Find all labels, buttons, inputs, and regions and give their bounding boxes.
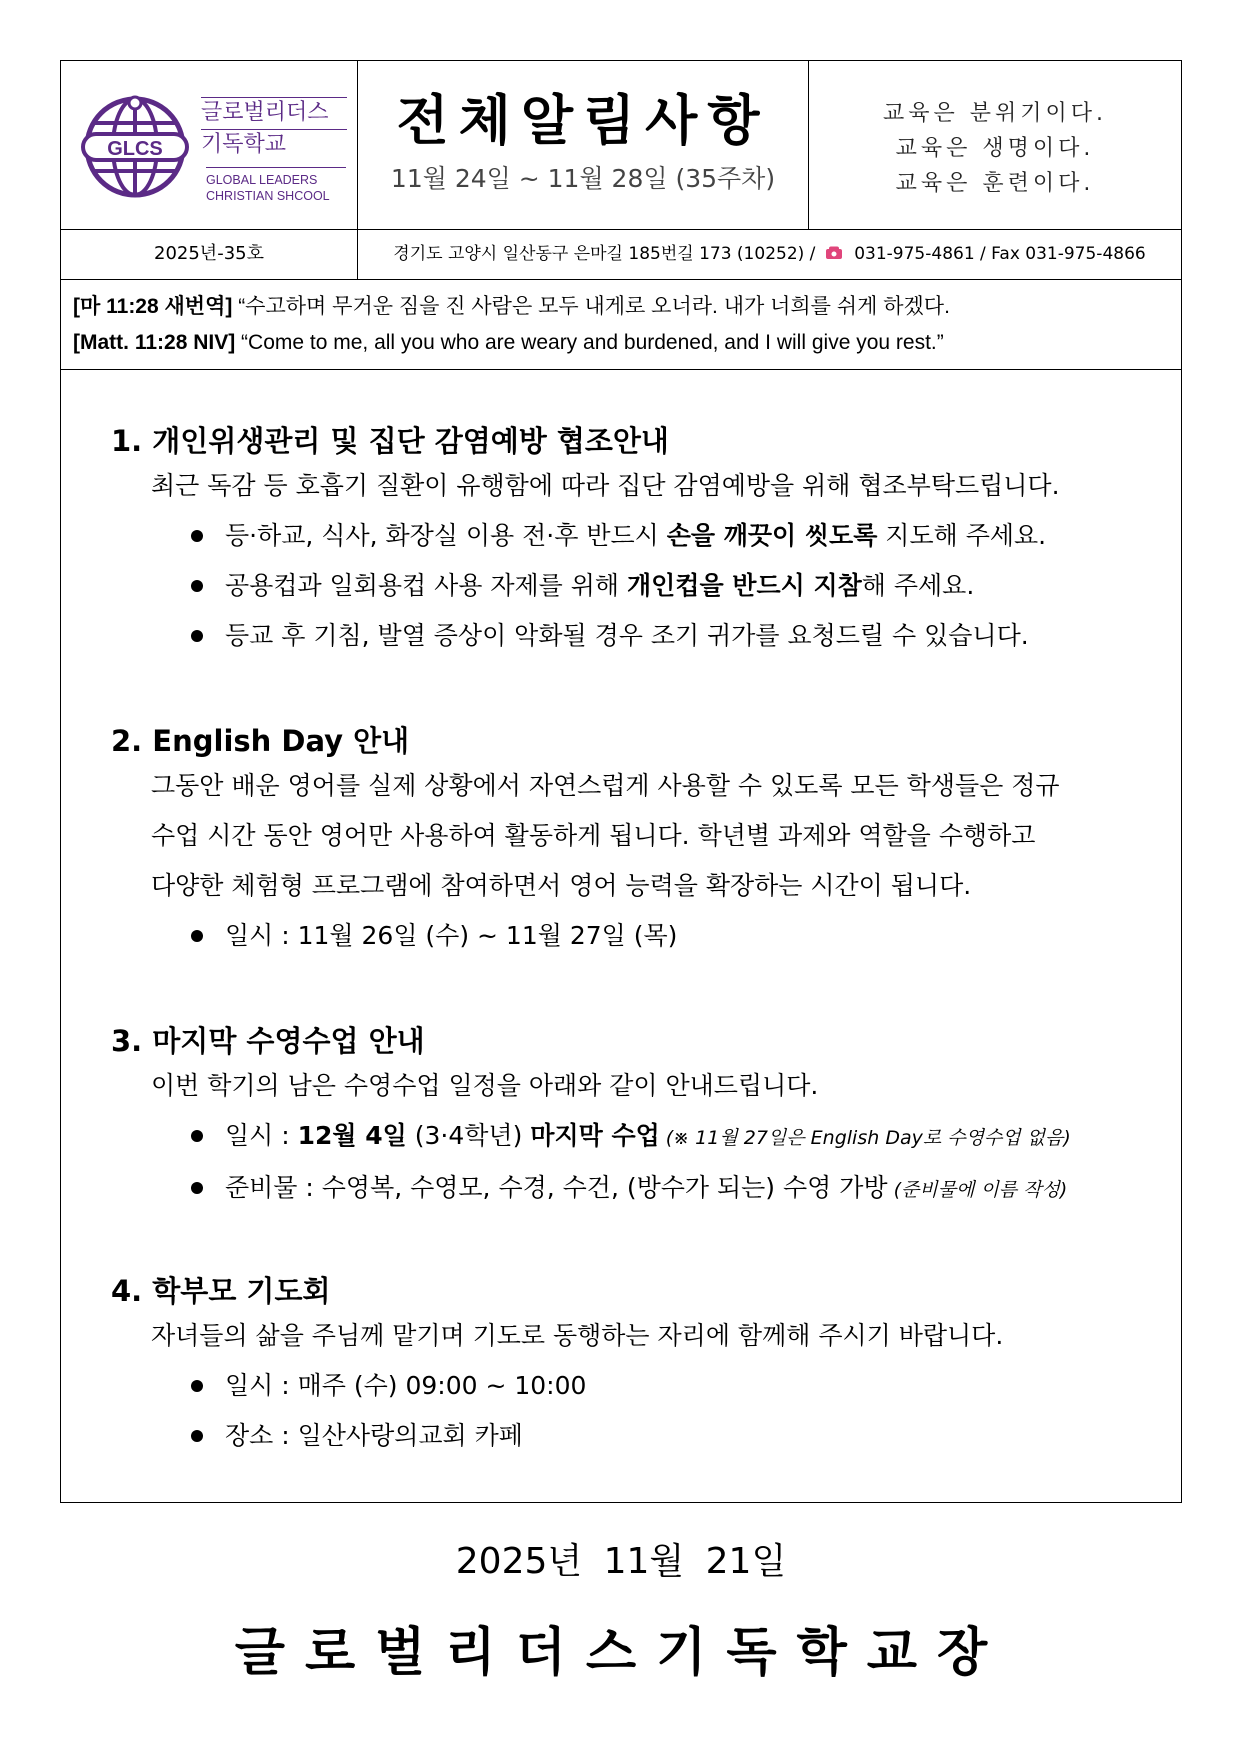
week-range: 11월 24일 ~ 11월 28일 (35주차) [390,164,776,193]
verse-reference: [마 11:28 새번역] [73,295,233,318]
globe-logo-icon [79,89,191,201]
bullet-list [111,911,1161,961]
title-cell [358,61,808,229]
bullet-dot-icon [191,1380,203,1392]
motto-line: 교육은 분위기이다. [882,101,1107,126]
section-body: 자녀들의 삶을 주님께 맡기며 기도로 동행하는 자리에 함께해 주시기 바랍니다. [151,1321,1004,1350]
bullet-note: (준비물에 이름 작성) [887,1179,1068,1201]
school-logo [61,61,357,229]
motto-line: 교육은 생명이다. [895,136,1095,161]
bullet-dot-icon [191,530,203,542]
bullet-dot-icon [191,630,203,642]
motto [809,96,1181,201]
logo-english-line1: GLOBAL LEADERS [206,173,318,187]
motto-cell [809,61,1181,229]
section-swimming [111,1021,1161,1215]
address-text: 경기도 고양시 일산동구 은마길 185번길 173 (10252) / [393,244,816,264]
bullet-text: 공용컵과 일회용컵 사용 자제를 위해 [225,571,627,600]
bullet-text: 지도해 주세요. [877,521,1047,550]
bullet-list [111,511,1161,661]
bullet-text: 일시 : [225,1121,298,1150]
bullet-item [111,511,1161,561]
logo-korean-name [201,97,347,160]
principal-signature: 글로벌리더스기독학교장 [234,1623,1008,1683]
bullet-list [111,1361,1161,1461]
bullet-item [111,1111,1161,1163]
bullet-text: 등·하교, 식사, 화장실 이용 전·후 반드시 [225,521,667,550]
bullet-emphasis: 마지막 수업 [530,1121,660,1150]
bullet-text: (3·4학년) [406,1121,531,1150]
bullet-text: 해 주세요. [861,571,975,600]
section-body-line: 다양한 체험형 프로그램에 참여하면서 영어 능력을 확장하는 시간이 됩니다. [151,871,972,900]
verse-english [73,325,1169,361]
bullet-emphasis: 개인컵을 반드시 지참 [627,571,862,600]
bullet-text: 일시 : 11월 26일 (수) ~ 11월 27일 (목) [225,921,678,950]
bullet-text: 등교 후 기침, 발열 증상이 악화될 경우 조기 귀가를 요청드릴 수 있습니다. [225,621,1029,650]
bullet-item [111,1411,1161,1461]
bullet-item [111,911,1161,961]
verse-reference: [Matt. 11:28 NIV] [73,331,236,354]
logo-acronym: GLCS [107,138,163,160]
bullet-item [111,611,1161,661]
bullet-note: (※ 11월 27일은 English Day로 수영수업 없음) [659,1127,1071,1149]
bullet-dot-icon [191,1130,203,1142]
contact-info [358,229,1181,279]
notice-frame [60,60,1182,1503]
bullet-dot-icon [191,1430,203,1442]
issue-number: 2025년-35호 [154,243,264,264]
verse-korean [73,289,1169,325]
bullet-item [111,1361,1161,1411]
section-body: 이번 학기의 남은 수영수업 일정을 아래와 같이 안내드립니다. [151,1071,819,1100]
page-title: 전체알림사항 [396,89,770,152]
section-title: 4. 학부모 기도회 [111,1274,331,1308]
bullet-dot-icon [191,1182,203,1194]
bullet-emphasis: 12월 4일 [297,1121,407,1150]
verse-text: “Come to me, all you who are weary and burdened, and I will give you rest.” [235,331,944,354]
section-title: 1. 개인위생관리 및 집단 감염예방 협조안내 [111,424,669,458]
bullet-text: 일시 : 매주 (수) 09:00 ~ 10:00 [225,1371,587,1400]
bullet-text: 장소 : 일산사랑의교회 카페 [225,1421,523,1450]
motto-line: 교육은 훈련이다. [895,171,1095,196]
section-hygiene [111,421,1161,661]
bullet-emphasis: 손을 깨끗이 씻도록 [666,521,878,550]
section-title: 2. English Day 안내 [111,724,410,758]
bible-verses [73,289,1169,361]
bullet-text: 준비물 : 수영복, 수영모, 수경, 수건, (방수가 되는) 수영 가방 [225,1173,888,1202]
logo-name-line1: 글로벌리더스 [201,97,347,130]
bullet-item [111,1163,1161,1215]
info-divider [61,279,1181,280]
verse-divider [61,369,1181,370]
phone-icon [825,246,843,260]
bullet-dot-icon [191,930,203,942]
section-body-line: 수업 시간 동안 영어만 사용하여 활동하게 됩니다. 학년별 과제와 역할을 수행하고 [151,821,1036,850]
bullet-item [111,561,1161,611]
issue-date: 2025년 11월 21일 [455,1541,787,1582]
logo-english-line2: CHRISTIAN SHCOOL [206,189,330,203]
logo-name-line2: 기독학교 [201,132,287,157]
verse-text: “수고하며 무거운 짐을 진 사람은 모두 내게로 오너라. 내가 너희를 쉬게 하겠다. [232,295,950,318]
bullet-dot-icon [191,580,203,592]
phone-fax-text: 031-975-4861 / Fax 031-975-4866 [854,244,1146,264]
section-body-line: 그동안 배운 영어를 실제 상황에서 자연스럽게 사용할 수 있도록 모든 학생들은 정규 [151,771,1060,800]
section-english-day [111,721,1161,961]
logo-english-name [206,167,346,204]
section-body: 최근 독감 등 호흡기 질환이 유행함에 따라 집단 감염예방을 위해 협조부탁드립니다. [151,471,1060,500]
section-title: 3. 마지막 수영수업 안내 [111,1024,425,1058]
section-prayer-meeting [111,1271,1161,1461]
bullet-list [111,1111,1161,1215]
